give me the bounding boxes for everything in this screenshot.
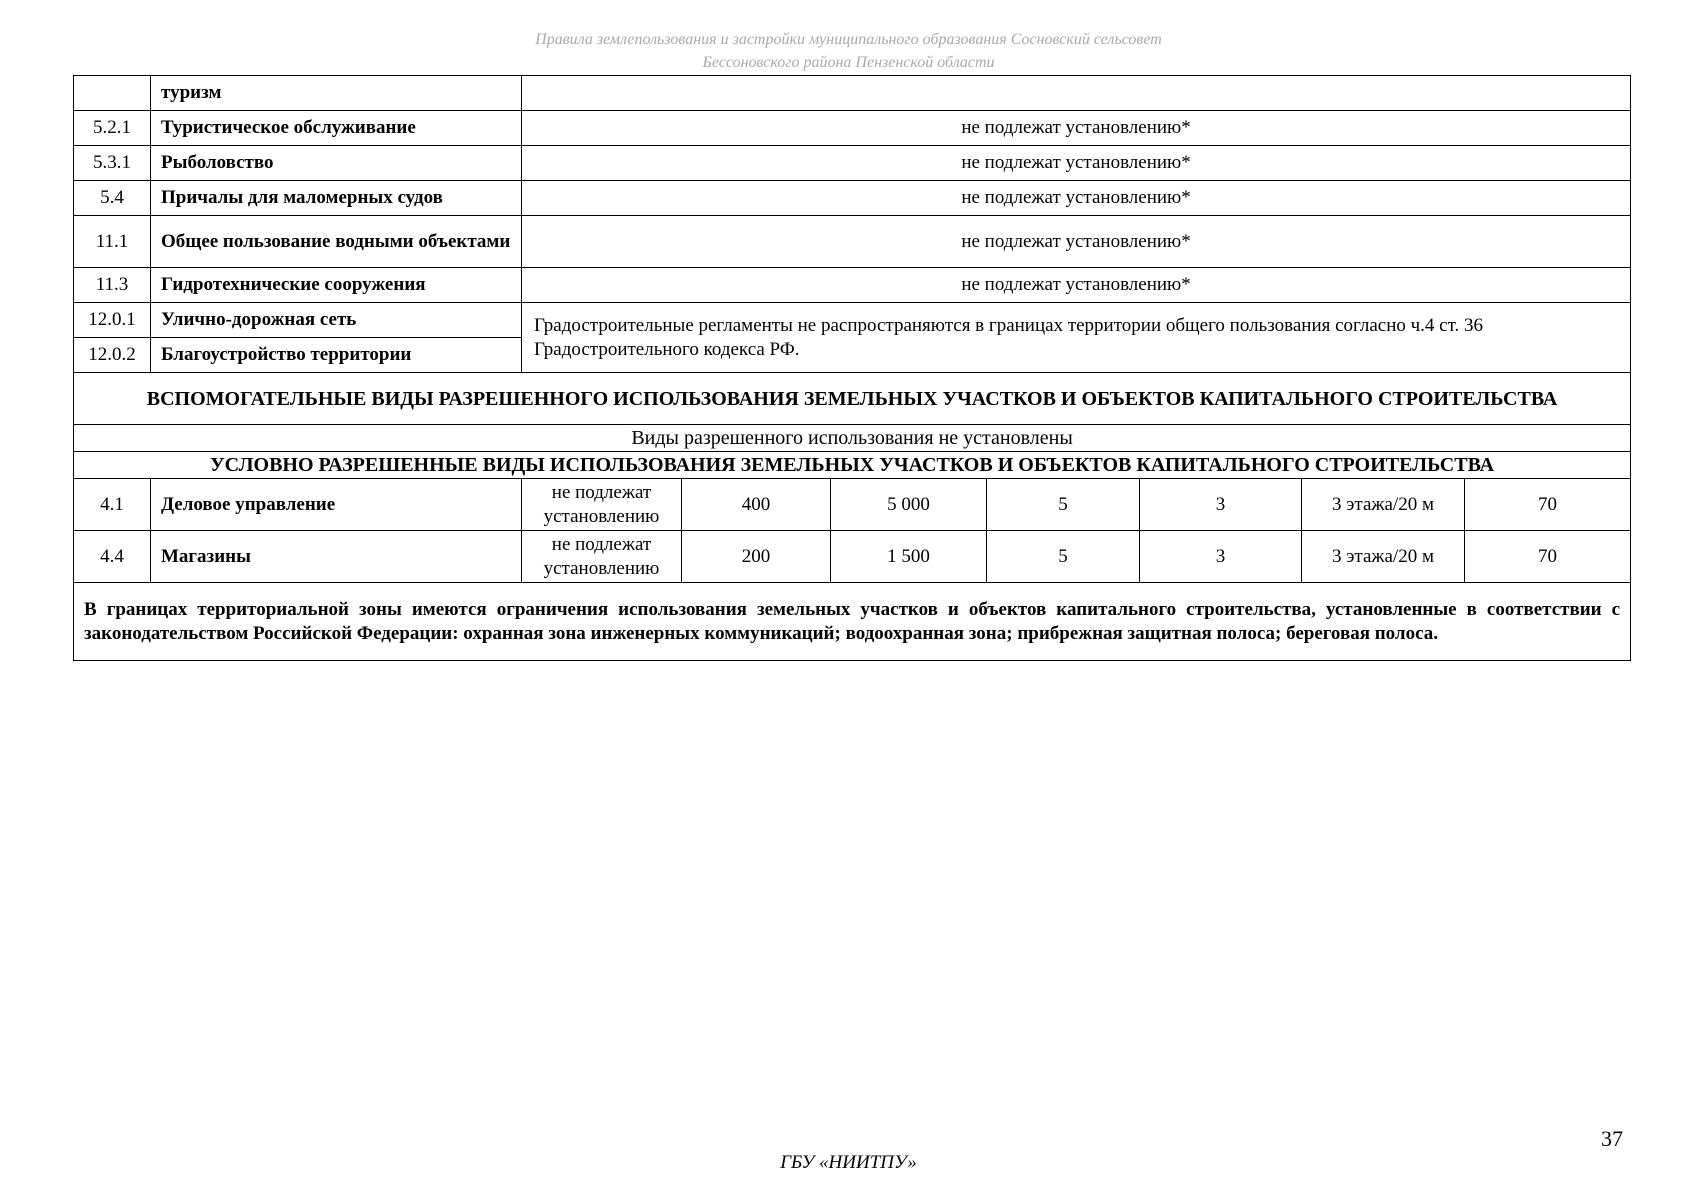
table-row — [74, 425, 1631, 452]
row-value: 70 — [1465, 479, 1631, 531]
row-value: 1 500 — [831, 531, 987, 583]
row-code: 5.2.1 — [74, 111, 151, 146]
row-name: Туристическое обслуживание — [151, 111, 522, 146]
public-territory-note: Градостроительные регламенты не распространяются в границах территории общего пользования согласно ч.4 ст. 36 Градостроительного кодекса РФ. — [522, 303, 1631, 373]
row-value: 3 этажа/20 м — [1302, 531, 1465, 583]
row-value — [522, 76, 1631, 111]
row-value: не подлежат установлению — [522, 479, 682, 531]
row-code: 5.4 — [74, 181, 151, 216]
row-name: Деловое управление — [151, 479, 522, 531]
row-code: 5.3.1 — [74, 146, 151, 181]
table-row — [74, 146, 1631, 181]
row-value: 3 — [1140, 531, 1302, 583]
row-value: не подлежат установлению* — [522, 146, 1631, 181]
restrictions-footnote: В границах территориальной зоны имеются ограничения использования земельных участков и объектов капитального строительства, установленные в соответствии с законодательством Российской Федерации: охранная зона инженерных коммуникаций; водоохранная зона; прибрежная защитная полоса; береговая полоса. — [74, 583, 1631, 661]
row-value: не подлежат установлению* — [522, 111, 1631, 146]
running-header-line-2: Бессоновского района Пензенской области — [702, 54, 995, 71]
table-row — [74, 181, 1631, 216]
row-code: 11.3 — [74, 268, 151, 303]
regulations-table — [73, 75, 1631, 661]
table-row — [74, 268, 1631, 303]
row-name: Общее пользование водными объектами — [151, 216, 522, 268]
table-row — [74, 76, 1631, 111]
row-name: туризм — [151, 76, 522, 111]
row-value: 5 — [987, 479, 1140, 531]
row-name: Благоустройство территории — [151, 338, 522, 373]
row-value: 3 этажа/20 м — [1302, 479, 1465, 531]
row-value: не подлежат установлению* — [522, 216, 1631, 268]
row-value: не подлежат установлению — [522, 531, 682, 583]
row-code: 12.0.1 — [74, 303, 151, 338]
row-code: 4.4 — [74, 531, 151, 583]
table-row — [74, 111, 1631, 146]
running-header-line-1: Правила землепользования и застройки муниципального образования Сосновский сельсовет — [535, 31, 1162, 48]
table-row — [74, 583, 1631, 661]
row-name: Причалы для маломерных судов — [151, 181, 522, 216]
row-value: 3 — [1140, 479, 1302, 531]
table-row — [74, 479, 1631, 531]
row-name: Гидротехнические сооружения — [151, 268, 522, 303]
table-row — [74, 531, 1631, 583]
row-value: 70 — [1465, 531, 1631, 583]
section-heading-row — [74, 452, 1631, 479]
section-auxiliary-heading: ВСПОМОГАТЕЛЬНЫЕ ВИДЫ РАЗРЕШЕННОГО ИСПОЛЬЗОВАНИЯ ЗЕМЕЛЬНЫХ УЧАСТКОВ И ОБЪЕКТОВ КАПИТАЛЬНОГО СТРОИТЕЛЬСТВА — [74, 373, 1631, 425]
page-footer: ГБУ «НИИТПУ» — [780, 1152, 917, 1173]
row-value: не подлежат установлению* — [522, 181, 1631, 216]
row-name: Рыболовство — [151, 146, 522, 181]
row-code: 4.1 — [74, 479, 151, 531]
row-name: Магазины — [151, 531, 522, 583]
row-code: 12.0.2 — [74, 338, 151, 373]
row-value: не подлежат установлению* — [522, 268, 1631, 303]
page-number: 37 — [1601, 1126, 1623, 1151]
row-code: 11.1 — [74, 216, 151, 268]
row-value: 5 000 — [831, 479, 987, 531]
table-row — [74, 303, 1631, 338]
table-row — [74, 216, 1631, 268]
row-value: 200 — [682, 531, 831, 583]
row-code — [74, 76, 151, 111]
row-name: Улично-дорожная сеть — [151, 303, 522, 338]
row-value: 5 — [987, 531, 1140, 583]
section-heading-row — [74, 373, 1631, 425]
section-conditional-heading: УСЛОВНО РАЗРЕШЕННЫЕ ВИДЫ ИСПОЛЬЗОВАНИЯ ЗЕМЕЛЬНЫХ УЧАСТКОВ И ОБЪЕКТОВ КАПИТАЛЬНОГО СТРОИТЕЛЬСТВА — [74, 452, 1631, 479]
auxiliary-note: Виды разрешенного использования не установлены — [74, 425, 1631, 452]
row-value: 400 — [682, 479, 831, 531]
